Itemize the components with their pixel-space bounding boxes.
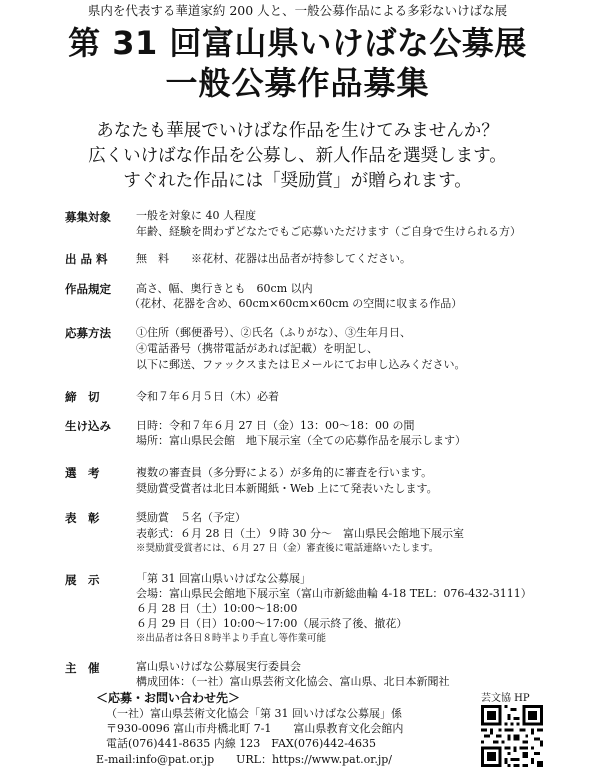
contact-line[interactable]: E-mail:info@pat.or.jp URL：https://www.pat.or.jp/ [96,753,392,766]
section-label-eligibility: 募集対象 [65,210,111,224]
section-label-how-to-apply: 応募方法 [65,326,111,340]
section-label-exhibition: 展 示 [65,573,100,587]
section-label-setup: 生け込み [65,419,111,433]
lead-line-2: 広くいけばな作品を公募し、新人作品を選奨します。 [88,146,507,166]
section-value: 高さ、幅、奥行きとも 60cm 以内 [136,282,313,295]
section-value: ④電話番号（携帯電話があれば記載）を明記し、 [136,342,378,355]
section-value: 場所：富山県民会館 地下展示室（全ての応募作品を展示します） [136,434,466,447]
contact-line: 電話(076)441-8635 内線 123 FAX(076)442-4635 [106,737,377,750]
contact-line: （一社）富山県芸術文化協会「第 31 回いけばな公募展」係 [106,707,402,720]
section-value: ６月 28 日（土）10:00～18:00 [136,602,298,615]
section-value: ※出品者は各日８時半より手直し等作業可能 [136,633,327,644]
section-label-deadline: 締 切 [65,390,100,404]
section-value: 奨励賞 ５名（予定） [136,511,246,524]
section-value: 表彰式：６月 28 日（土）９時 30 分～ 富山県民会館地下展示室 [136,527,464,540]
section-label-fee: 出 品 料 [65,252,108,266]
section-value: ６月 29 日（日）10:00～17:00（展示終了後、撤花） [136,617,408,630]
section-value: 一般を対象に 40 人程度 [136,209,256,222]
section-label-rules: 作品規定 [65,282,111,296]
section-label-award: 表 彰 [65,511,100,525]
section-value: ①住所（郵便番号）、②氏名（ふりがな）、③生年月日、 [136,326,411,339]
lead-line-1: あなたも華展でいけばな作品を生けてみませんか？ [96,121,499,141]
sub-title: 一般公募作品募集 [165,64,430,102]
section-value: 年齢、経験を問わずどなたでもご応募いただけます（ご自身で生けられる方） [136,225,521,238]
tagline: 県内を代表する華道家約 200 人と、一般公募作品による多彩ないけばな展 [87,3,508,18]
section-value: 富山県いけばな公募展実行委員会 [136,660,301,673]
lead-line-3: すぐれた作品には「奨励賞」が贈られます。 [123,171,472,191]
qr-label: 芸文協 HP [481,693,530,704]
section-value: 複数の審査員（多分野による）が多角的に審査を行います。 [136,466,433,479]
section-value: 「第 31 回富山県いけばな公募展」 [136,572,311,585]
qr-code-icon[interactable] [481,705,543,767]
section-value: ※奨励賞受賞者には、６月 27 日（金）審査後に電話連絡いたします。 [136,543,439,554]
contact-title: ＜応募・お問い合わせ先＞ [96,691,241,705]
section-value: 以下に郵送、ファックスまたはＥメールにてお申し込みください。 [136,358,466,371]
main-title: 第 31 回富山県いけばな公募展 [68,24,527,62]
section-value: 令和７年６月５日（木）必着 [136,390,279,403]
contact-line: 〒930-0096 富山市舟橋北町 7-1 富山県教育文化会館内 [106,722,404,735]
section-label-selection: 選 考 [65,466,100,480]
section-value: 構成団体：（一社）富山県芸術文化協会、富山県、北日本新聞社 [136,675,450,688]
section-value: 奨励賞受賞者は北日本新聞紙・Web 上にて発表いたします。 [136,482,438,495]
section-value: 無 料 ※花材、花器は出品者が持参してください。 [136,252,411,265]
section-value: 日時：令和７年６月 27 日（金）13：00～18：00 の間 [136,419,415,432]
section-value: 会場：富山県民会館地下展示室（富山市新総曲輪 4-18 TEL：076-432-3111） [136,587,532,600]
section-value: （花材、花器を含め、60cm×60cm×60cm の空間に収まる作品） [129,297,463,310]
section-label-organizer: 主 催 [65,661,100,675]
